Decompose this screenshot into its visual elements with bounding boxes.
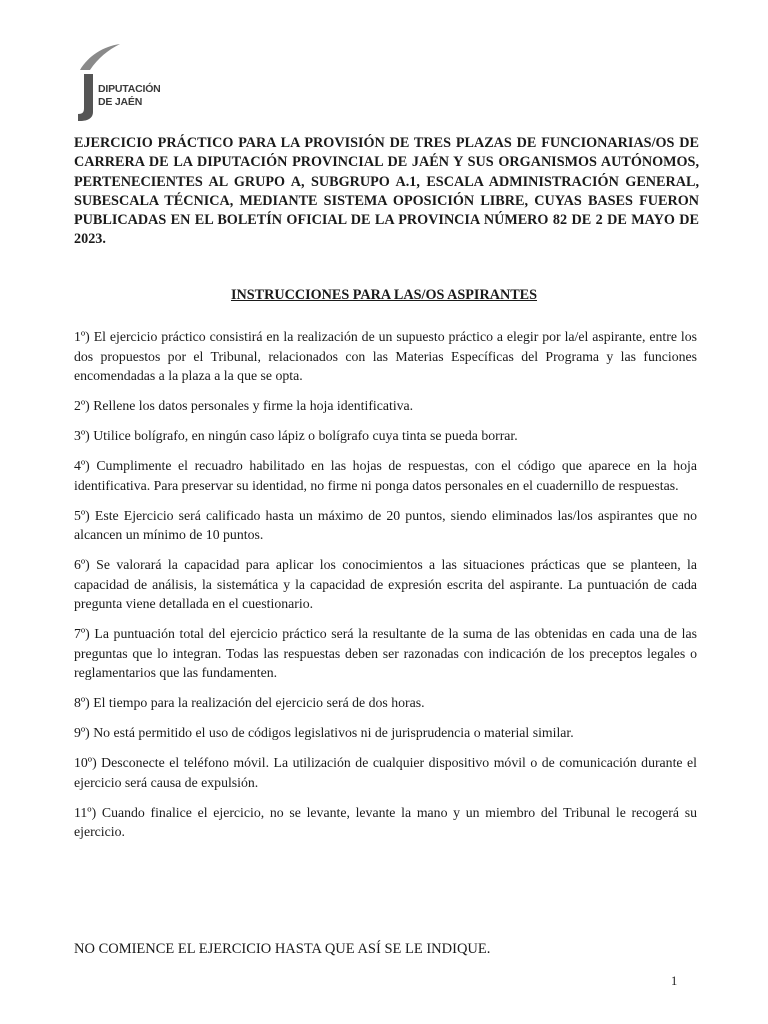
instruction-item-1: 1º) El ejercicio práctico consistirá en la realización de un supuesto práctico a elegir por la/el aspirante, entre los dos propuestos por el Tribunal, relacionados con las Materias Específicas del Programa y las funciones encomendadas a la plaza a la que se opta. — [74, 329, 697, 383]
instruction-item-6: 6º) Se valorará la capacidad para aplicar los conocimientos a las situaciones prácticas que se planteen, la capacidad de análisis, la sistemática y la capacidad de expresión escrita del aspirante. La puntuación de cada pregunta viene detallada en el cuestionario. — [74, 557, 697, 611]
instruction-item-5: 5º) Este Ejercicio será calificado hasta un máximo de 20 puntos, siendo eliminados las/los aspirantes que no alcancen un mínimo de 10 puntos. — [74, 507, 697, 542]
instruction-item-4: 4º) Cumplimente el recuadro habilitado en las hojas de respuestas, con el código que aparece en la hoja identificativa. Para preservar su identidad, no firme ni ponga datos personales en el cuadernillo de respuestas. — [74, 458, 697, 493]
section-heading-text: INSTRUCCIONES PARA LAS/OS ASPIRANTES — [230, 287, 538, 303]
diputacion-jaen-logo — [72, 42, 182, 122]
start-warning: NO COMIENCE EL EJERCICIO HASTA QUE ASÍ SE LE INDIQUE. — [74, 941, 491, 957]
instruction-item-10: 10º) Desconecte el teléfono móvil. La utilización de cualquier dispositivo móvil o de comunicación durante el ejercicio será causa de expulsión. — [74, 755, 697, 790]
instruction-item-2: 2º) Rellene los datos personales y firme la hoja identificativa. — [74, 398, 414, 413]
logo-text-line1: DIPUTACIÓN — [98, 83, 161, 95]
instruction-item-11: 11º) Cuando finalice el ejercicio, no se levante, levante la mano y un miembro del Tribunal le recogerá su ejercicio. — [74, 804, 697, 839]
instruction-item-3: 3º) Utilice bolígrafo, en ningún caso lápiz o bolígrafo cuya tinta se pueda borrar. — [74, 428, 518, 443]
logo-text-line2: DE JAÉN — [98, 96, 143, 108]
instructions-list — [74, 327, 697, 852]
document-title: EJERCICIO PRÁCTICO PARA LA PROVISIÓN DE TRES PLAZAS DE FUNCIONARIAS/OS DE CARRERA DE LA DIPUTACIÓN PROVINCIAL DE JAÉN Y SUS ORGANISMOS AUTÓNOMOS, PERTENECIENTES AL GRUPO A, SUBGRUPO A.1, ESCALA ADMINISTRACIÓN GENERAL, SUBESCALA TÉCNICA, MEDIANTE SISTEMA OPOSICIÓN LIBRE, CUYAS BASES FUERON PUBLICADAS EN EL BOLETÍN OFICIAL DE LA PROVINCIA NÚMERO 82 DE 2 DE MAYO DE 2023. — [74, 135, 699, 248]
instruction-item-9: 9º) No está permitido el uso de códigos legislativos ni de jurisprudencia o material similar. — [74, 725, 574, 740]
section-heading — [0, 286, 768, 304]
instruction-item-8: 8º) El tiempo para la realización del ejercicio será de dos horas. — [74, 695, 425, 710]
instruction-item-7: 7º) La puntuación total del ejercicio práctico será la resultante de la suma de las obtenidas en cada una de las preguntas que lo integran. Todas las respuestas deben ser razonadas con indicación de los preceptos legales o reglamentarios que las fundamenten. — [74, 626, 697, 680]
page-number: 1 — [671, 974, 678, 988]
logo-mark-icon — [72, 42, 182, 122]
